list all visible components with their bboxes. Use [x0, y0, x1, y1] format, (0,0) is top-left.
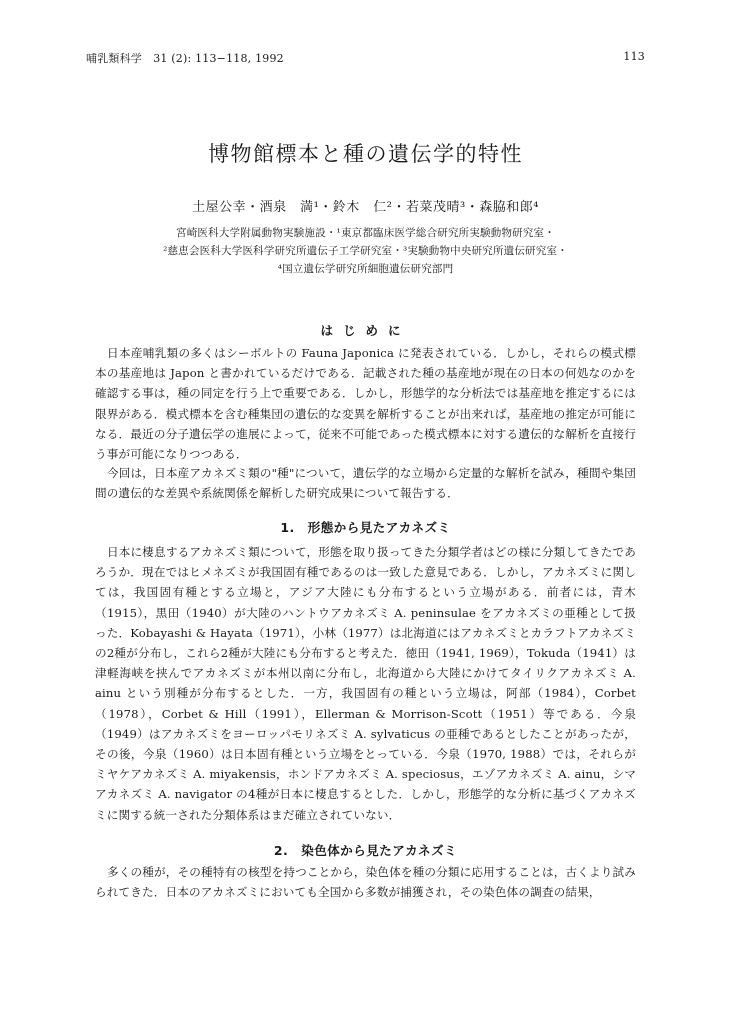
body-paragraph: 日本に棲息するアカネズミ類について，形態を取り扱ってきた分類学者はどの様に分類してきたであろうか．現在ではヒメネズミが我国固有種であるのは一致した意見である．しかし，アカネズミに関しては，我国固有種とする立場と，アジア大陸にも分布するという立場がある．前者には，青木（1915），黒田（1940）が大陸のハントウアカネズミ A. peninsulae をアカネズミの亜種として扱った．Kobayashi & Hayata（1971），小林（1977）は北海道にはアカネズミとカラフトアカネズミの2種が分布し，これら2種が大陸にも分布すると考えた．徳田（1941, 1969），Tokuda（1941）は津軽海峡を挟んでアカネズミが本州以南に分布し，北海道から大陸にかけてタイリクアカネズミ A. ainu という別種が分布するとした．一方，我国固有の種という立場は，阿部（1984），Corbet（1978），Corbet & Hill（1991），Ellerman & Morrison-Scott（1951）等である．今泉（1949）はアカネズミをヨーロッパモリネズミ A. sylvaticus の亜種であるとしたことがあったが，その後，今泉（1960）は日本固有種という立場をとっている．今泉（1970, 1988）では，それらがミヤケアカネズミ A. miyakensis，ホンドアカネズミ A. speciosus，エゾアカネズミ A. ainu，シマアカネズミ A. navigator の4種が日本に棲息するとした．しかし，形態学的な分析に基づくアカネズミに関する統一された分類体系はまだ確立されていない．	[95, 545, 636, 822]
section-heading-chromosome: 2. 染色体から見たアカネズミ	[273, 843, 458, 858]
affiliation-line: 宮崎医科大学附属動物実験施設・¹東京都臨床医学総合研究所実験動物研究室・	[176, 227, 555, 239]
section-heading-intro: はじめに	[320, 323, 411, 338]
affiliation-line: ⁴国立遺伝学研究所細胞遺伝研究部門	[277, 263, 454, 275]
body-paragraph: 多くの種が，その種特有の核型を持つことから，染色体を種の分類に応用することは，古くより試みられてきた．日本のアカネズミにおいても全国から多数が捕獲され，その染色体の調査の結果，	[95, 865, 636, 900]
running-header	[86, 50, 645, 66]
journal-citation: 哺乳類科学 31 (2): 113−118, 1992	[86, 52, 284, 65]
page-number: 113	[623, 50, 645, 63]
paper-title: 博物館標本と種の遺伝学的特性	[208, 142, 523, 166]
section-heading-morphology: 1. 形態から見たアカネズミ	[280, 520, 451, 535]
body-paragraph: 日本産哺乳類の多くはシーボルトの Fauna Japonica に発表されている．しかし，それらの模式標本の基産地は Japon と書かれているだけである．記載された種の基産地が現在の日本の何処なのかを確認する事は，種の同定を行う上で重要である．しかし，形態学的な分析法では基産地を推定するには限界がある．模式標本を含む種集団の遺伝的な変異を解析することが出来れば，基産地の推定が可能になる．最近の分子遺伝学の進展によって，従来不可能であった模式標本に対する遺伝的な解析を直接行う事が可能になりつつある．	[95, 346, 636, 462]
affiliation-line: ²慈恵会医科大学医科学研究所遺伝子工学研究室・³実験動物中央研究所遺伝研究室・	[163, 245, 568, 257]
author-list: 土屋公幸・酒泉 満¹・鈴木 仁²・若菜茂晴³・森脇和郎⁴	[192, 200, 539, 215]
body-paragraph: 今回は，日本産アカネズミ類の"種"について，遺伝学的な立場から定量的な解析を試み，種間や集団間の遺伝的な差異や系統関係を解析した研究成果について報告する．	[95, 466, 636, 501]
